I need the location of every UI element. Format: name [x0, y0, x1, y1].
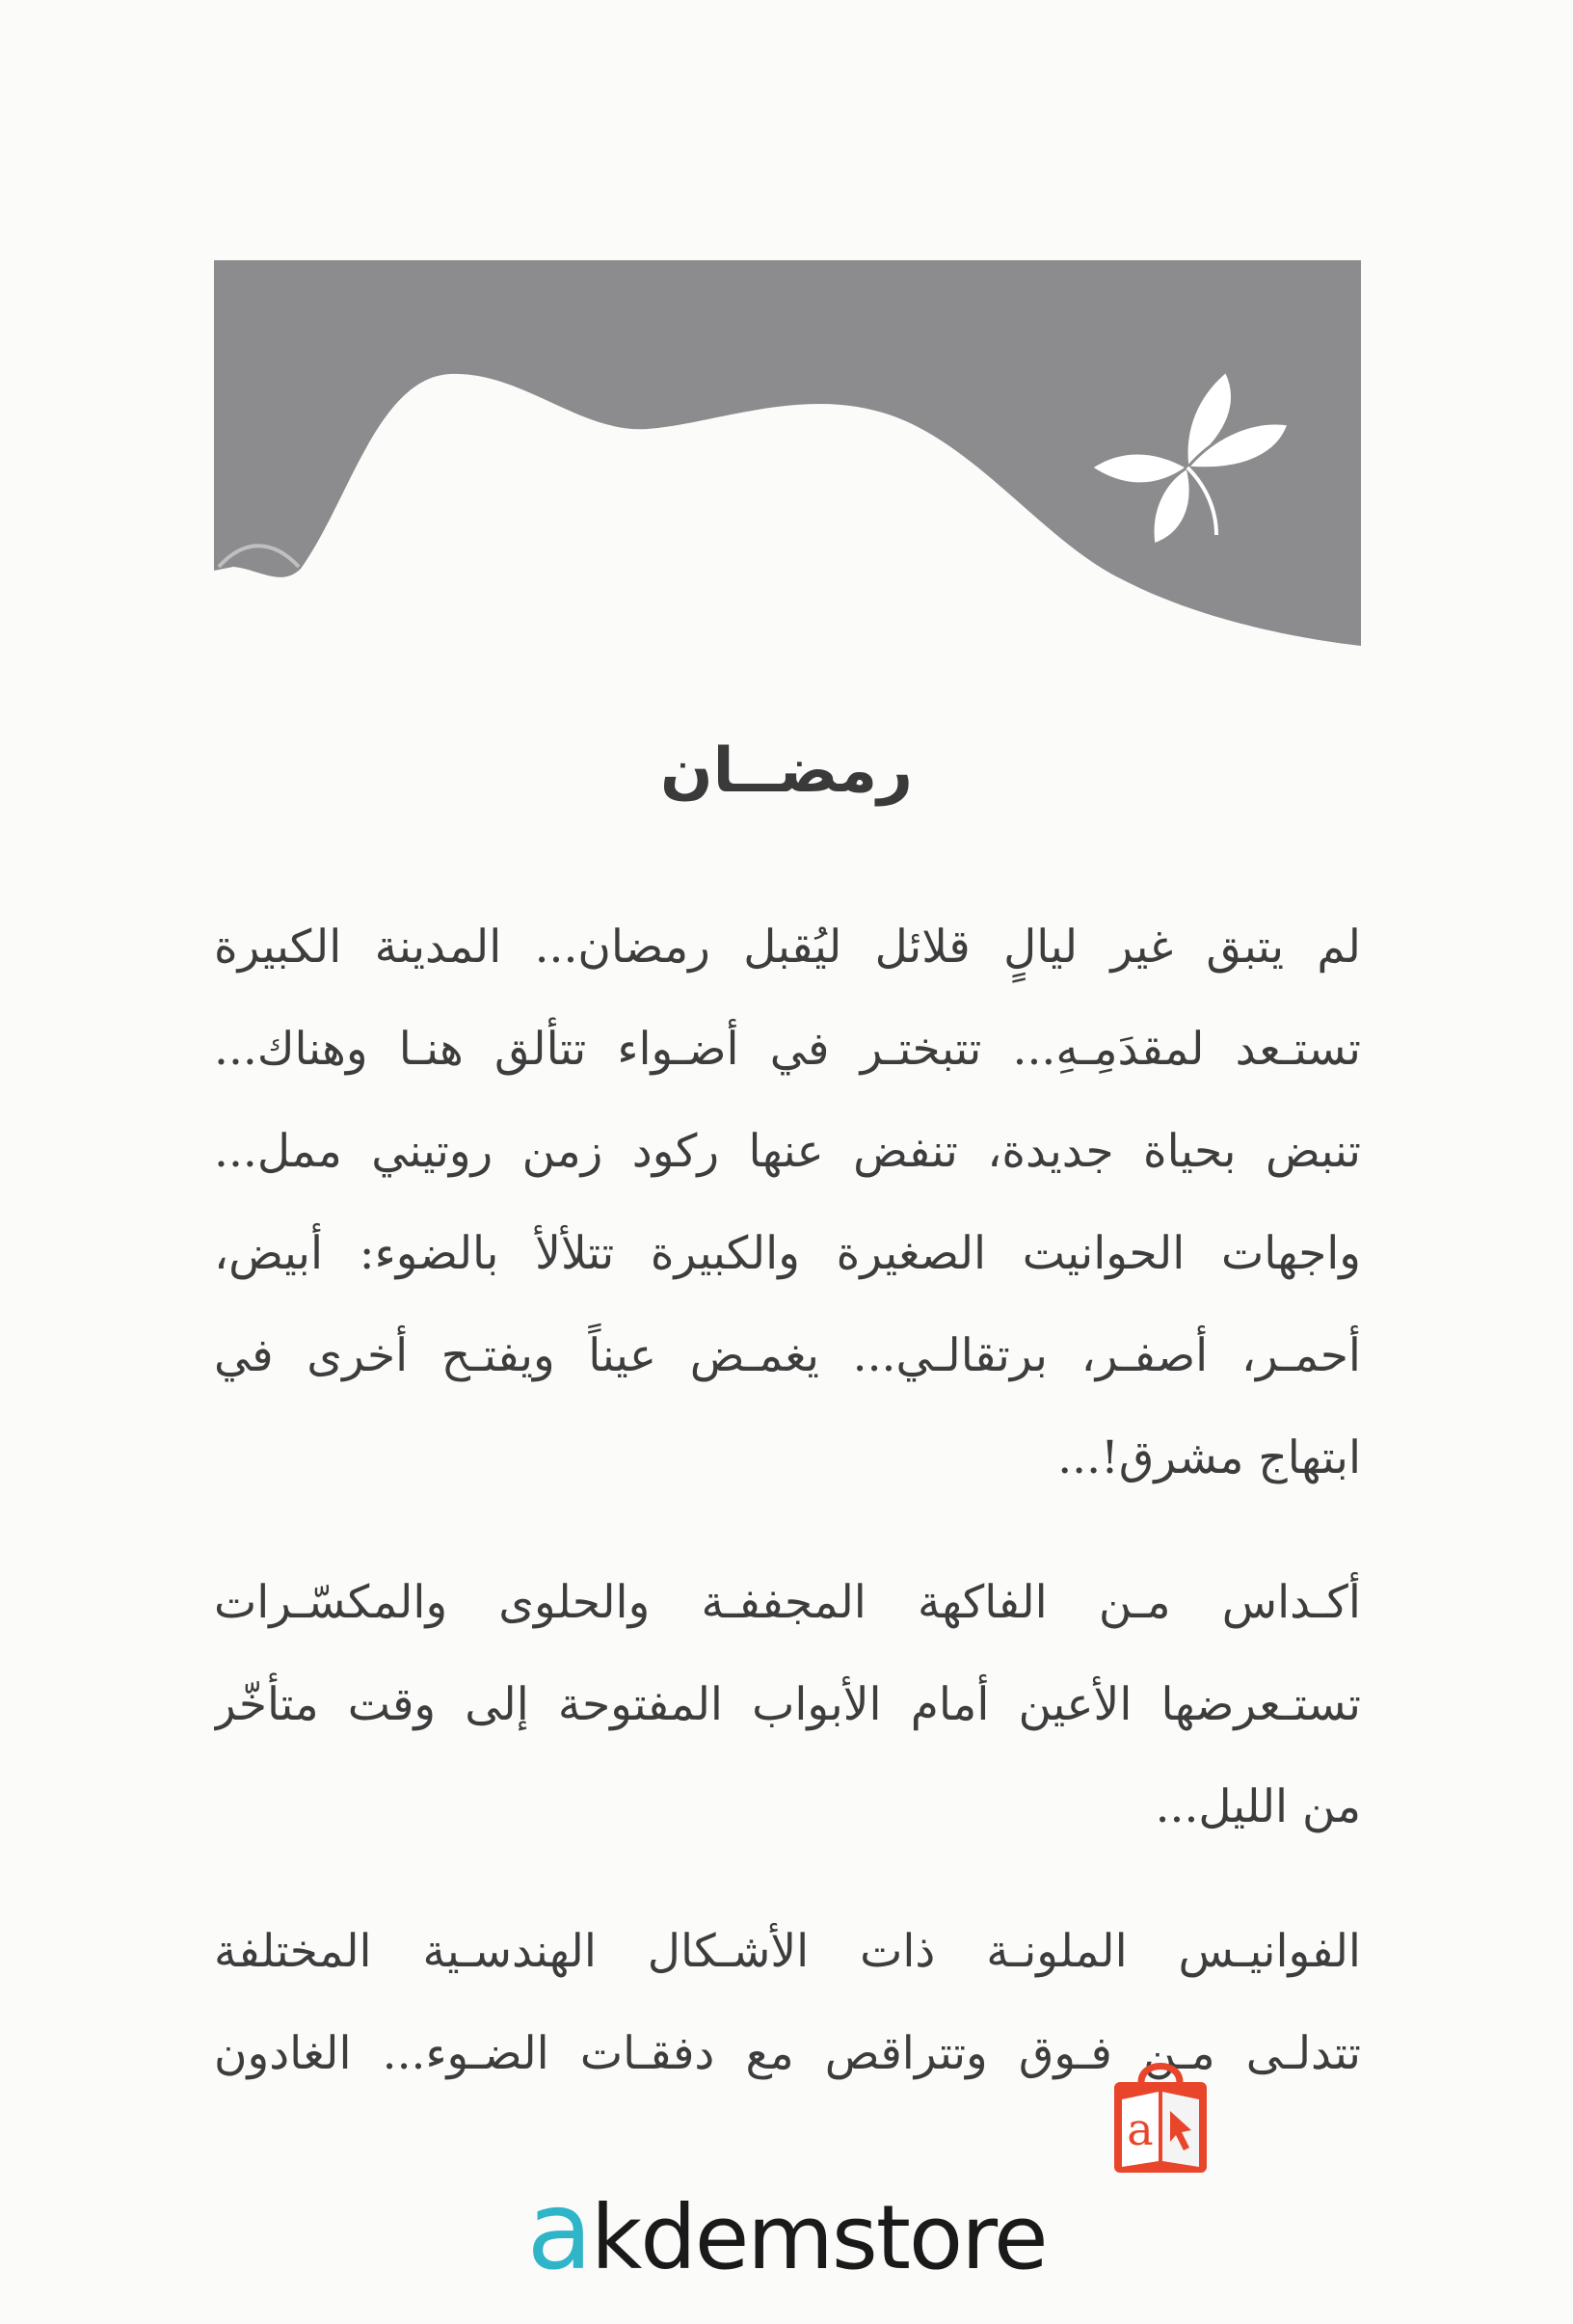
chapter-body [214, 896, 1361, 2148]
store-wordmark [0, 2169, 1573, 2294]
text-line: أحمـر، أصفـر، برتقالـي... يغمـض عيناً ويفتـح أخرى في [214, 1329, 1361, 1382]
text-line: واجهات الحوانيت الصغيرة والكبيرة تتلألأ بالضوء: أبيض، [214, 1227, 1361, 1280]
wave-banner-graphic [214, 260, 1361, 646]
text-line: لم يتبق غير ليالٍ قلائل ليُقبل رمضان... المدينة الكبيرة [214, 921, 1361, 974]
text-line: الفوانيـس الملونـة ذات الأشـكال الهندسـية المختلفة [214, 1925, 1361, 1978]
chapter-title: رمضــان [660, 735, 913, 807]
wordmark-accent: a [526, 2169, 592, 2294]
paragraph-2 [214, 1552, 1361, 1858]
text-line: تتدلـى مـن فـوق وتتراقص مع دفقـات الضـوء... الغادون [214, 2027, 1361, 2080]
paragraph-1 [214, 896, 1361, 1509]
bag-letter: a [1127, 2103, 1154, 2155]
shopping-bag-icon [1103, 2053, 1218, 2177]
text-line: من الليل... [1155, 1780, 1361, 1833]
text-line: ابتهاج مشرق!... [1057, 1431, 1361, 1484]
store-watermark-logo [0, 2053, 1573, 2294]
text-line: تستـعرضها الأعين أمام الأبواب المفتوحة إلى وقت متأخّر [214, 1678, 1361, 1731]
text-line: تستـعد لمقدَمِـهِ... تتبختـر في أضـواء تتألق هنـا وهناك... [214, 1023, 1361, 1076]
text-line: أكـداس مـن الفاكهة المجففـة والحلوى والمكسّـرات [214, 1576, 1361, 1629]
text-line: تنبض بحياة جديدة، تنفض عنها ركود زمن روتيني ممل... [214, 1125, 1361, 1178]
wordmark-rest: kdemstore [591, 2186, 1047, 2289]
chapter-header-banner [214, 260, 1361, 646]
